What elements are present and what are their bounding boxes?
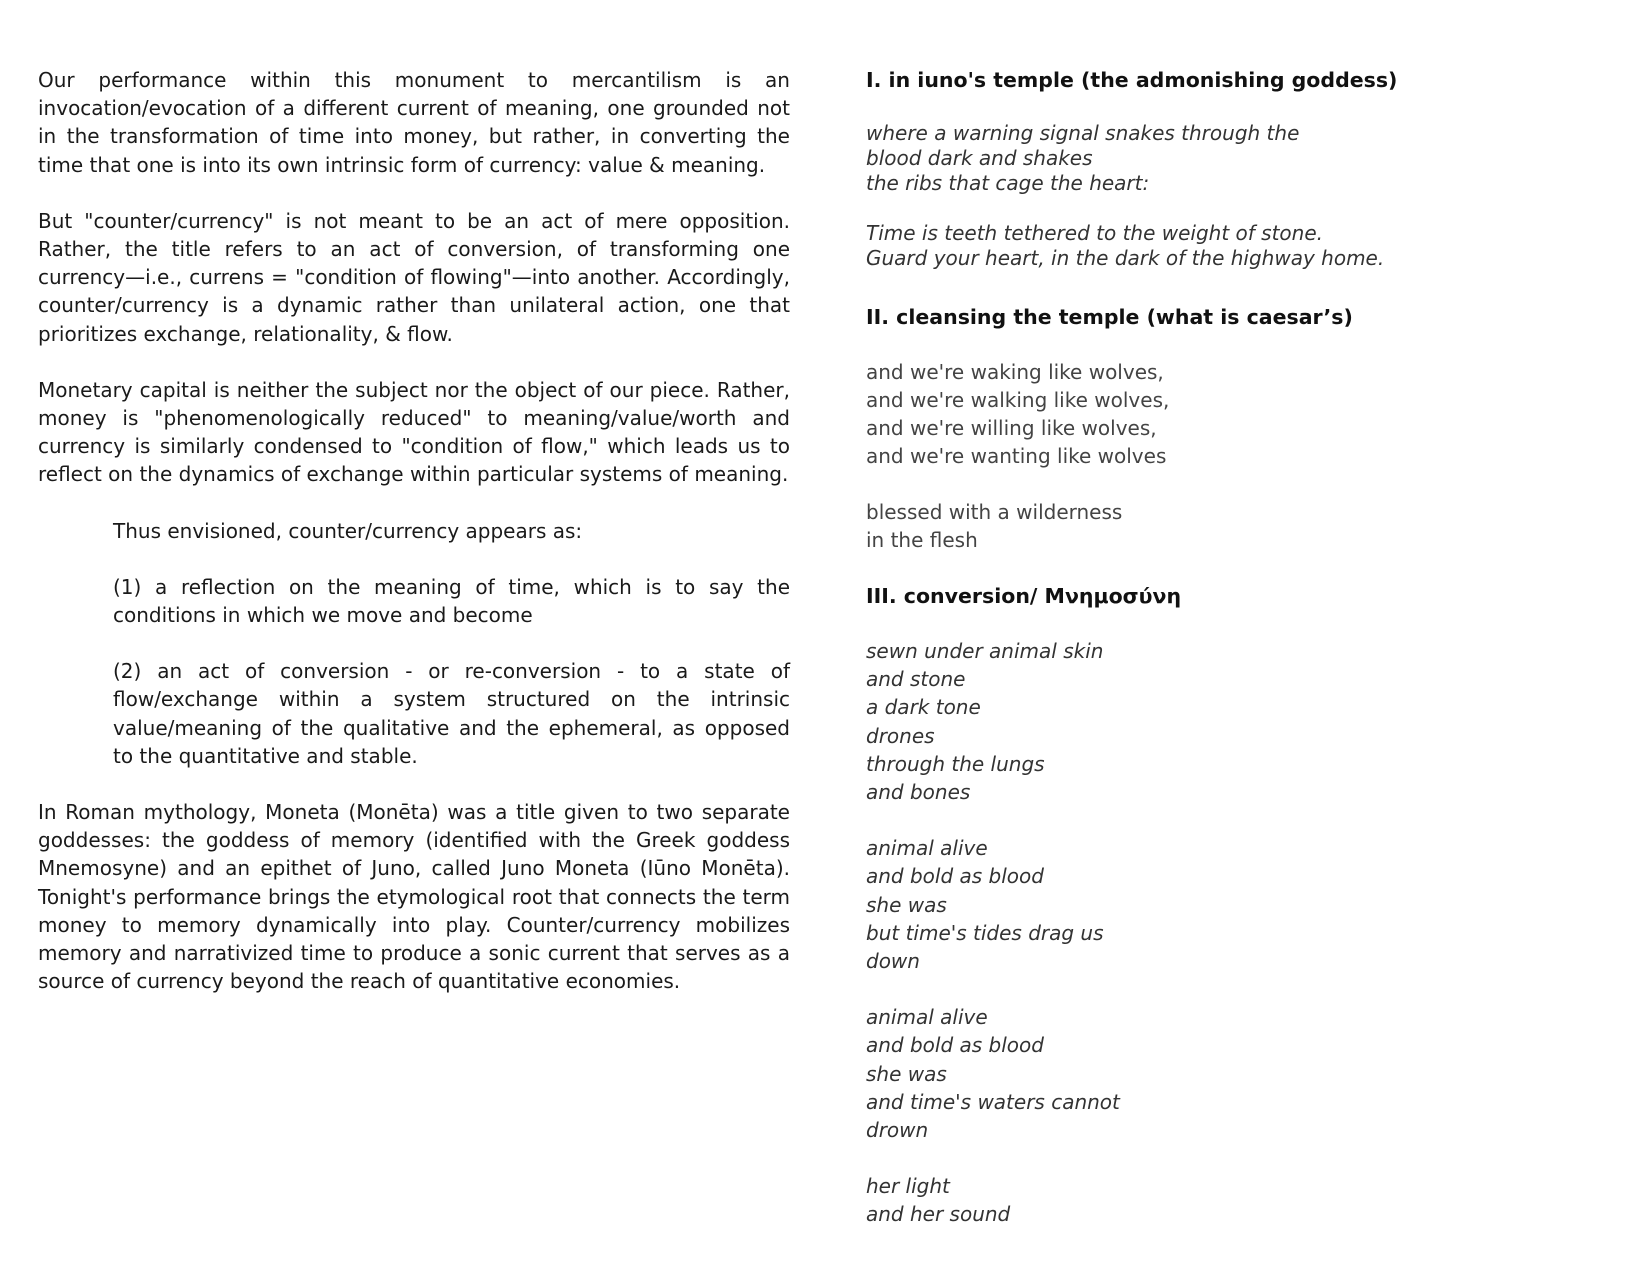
- poem-line: but time's tides drag us: [866, 920, 1104, 945]
- stanza: [866, 498, 1626, 554]
- poem-line: she was: [866, 892, 947, 917]
- paragraph-intro: Our performance within this monument to mercantilism is an invocation/evocation of a different current of meaning, one grounded not in the transformation of time into money, but rather, in converting the time that one is into its own intrinsic form of currency: value & meaning.: [38, 68, 790, 177]
- poem-line: and we're waking like wolves,: [866, 360, 1164, 384]
- poem-column: [866, 66, 1626, 1254]
- poem-line: drones: [866, 723, 935, 748]
- poem-line: in the flesh: [866, 528, 978, 552]
- poem-line: and her sound: [866, 1202, 1011, 1227]
- poem-line: and time's waters cannot: [866, 1089, 1120, 1114]
- paragraph-counter-currency: But "counter/currency" is not meant to be an act of mere opposition. Rather, the title refers to an act of conversion, of transforming one currency—i.e., currens = "condition of flowing"—into another. Accordingly, counter/currency is a dynamic rather than unilateral action, one that prioritizes exchange, relationality, & flow.: [38, 208, 790, 346]
- poem-line: blessed with a wilderness: [866, 500, 1123, 524]
- poem-line: and bold as blood: [866, 1033, 1044, 1058]
- section-heading-2: II. cleansing the temple (what is caesar’s): [866, 305, 1353, 329]
- envisioned-intro: Thus envisioned, counter/currency appears as:: [113, 518, 583, 543]
- poem-line: animal alive: [866, 836, 988, 861]
- stanza: [866, 121, 1626, 196]
- poem-line: a dark tone: [866, 695, 981, 720]
- stanza: [866, 221, 1626, 271]
- poem-line: through the lungs: [866, 751, 1045, 776]
- section-heading-3: III. conversion/ Μνημοσύνη: [866, 584, 1182, 608]
- poem-line: and bold as blood: [866, 864, 1044, 889]
- paragraph-roman-mythology: In Roman mythology, Moneta (Monēta) was a title given to two separate goddesses: the goddess of memory (identified with the Greek goddess Mnemosyne) and an epithet of Juno, called Juno Moneta (Iūno Monēta). Tonight's performance brings the etymological root that connects the term money to memory dynamically into play. Counter/currency mobilizes memory and narrativized time to produce a sonic current that serves as a source of currency beyond the reach of quantitative economies.: [38, 800, 790, 994]
- list-item-1: (1) a reflection on the meaning of time, which is to say the conditions in which we move and become: [113, 574, 790, 628]
- poem-line: drown: [866, 1118, 929, 1143]
- poem-line: and stone: [866, 667, 966, 692]
- poem-line: and we're wanting like wolves: [866, 444, 1167, 468]
- poem-line: where a warning signal snakes through the: [866, 121, 1300, 145]
- poem-line: and we're willing like wolves,: [866, 416, 1157, 440]
- poem-line: and bones: [866, 780, 971, 805]
- poem-line: animal alive: [866, 1005, 988, 1030]
- poem-line: blood dark and shakes: [866, 146, 1093, 170]
- stanza: [866, 637, 1626, 806]
- poem-line: the ribs that cage the heart:: [866, 171, 1150, 195]
- list-item-2: (2) an act of conversion - or re-conversion - to a state of flow/exchange within a system structured on the intrinsic value/meaning of the qualitative and the ephemeral, as opposed to the quantitative and stable.: [113, 659, 790, 768]
- stanza: [866, 358, 1626, 470]
- poem-line: and we're walking like wolves,: [866, 388, 1170, 412]
- poem-line: Guard your heart, in the dark of the highway home.: [866, 246, 1385, 270]
- section-heading-1: I. in iuno's temple (the admonishing goddess): [866, 68, 1398, 92]
- poem-line: Time is teeth tethered to the weight of stone.: [866, 221, 1324, 245]
- stanza: [866, 1172, 1626, 1228]
- essay-column: [38, 66, 790, 1023]
- paragraph-monetary-capital: Monetary capital is neither the subject nor the object of our piece. Rather, money is "phenomenologically reduced" to meaning/value/worth and currency is similarly condensed to "condition of flow," which leads us to reflect on the dynamics of exchange within particular systems of meaning.: [38, 377, 790, 487]
- poem-line: down: [866, 949, 920, 974]
- poem-line: sewn under animal skin: [866, 639, 1104, 663]
- poem-line: her light: [866, 1174, 950, 1199]
- stanza: [866, 1003, 1626, 1144]
- poem-line: she was: [866, 1061, 947, 1086]
- stanza: [866, 834, 1626, 975]
